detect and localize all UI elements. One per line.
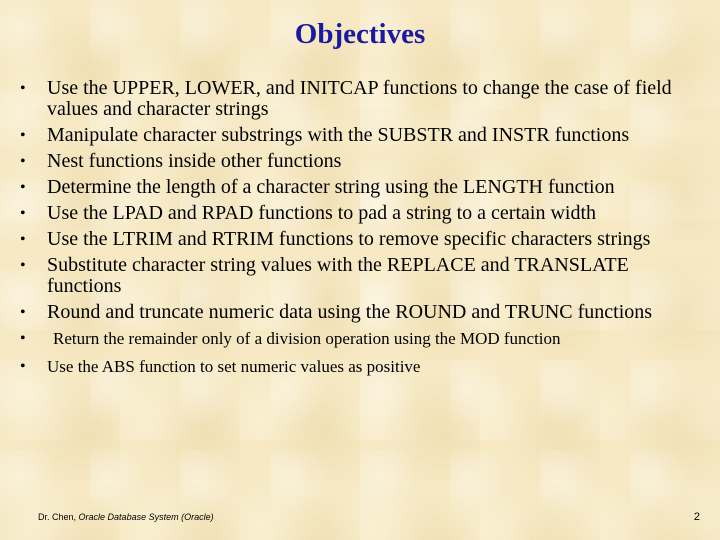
list-item: • Substitute character string values with the REPLACE and TRANSLATE functions <box>20 254 629 297</box>
footer-citation <box>38 512 214 522</box>
list-item: • Manipulate character substrings with the SUBSTR and INSTR functions <box>20 124 630 146</box>
bullet-icon: • <box>20 205 26 222</box>
footer-course: Oracle Database System (Oracle) <box>78 512 214 522</box>
slide-title: Objectives <box>294 18 426 50</box>
footer-author: Dr. Chen, <box>38 512 77 522</box>
list-item: • Use the LPAD and RPAD functions to pad a string to a certain width <box>20 202 597 224</box>
list-item: • Round and truncate numeric data using the ROUND and TRUNC functions <box>20 301 653 323</box>
bullet-icon: • <box>20 358 26 375</box>
page-number: 2 <box>693 511 700 523</box>
bullet-icon: • <box>20 257 26 274</box>
list-item: • Use the ABS function to set numeric values as positive <box>20 357 421 376</box>
bullet-icon: • <box>20 80 26 97</box>
list-item: • Use the LTRIM and RTRIM functions to remove specific characters strings <box>20 228 651 250</box>
list-item: • Return the remainder only of a division operation using the MOD function <box>20 329 561 348</box>
list-item: • Nest functions inside other functions <box>20 150 342 172</box>
list-item: • Determine the length of a character string using the LENGTH function <box>20 176 615 198</box>
bullet-icon: • <box>20 304 26 321</box>
bullet-list <box>20 78 700 385</box>
bullet-icon: • <box>20 153 26 170</box>
bullet-icon: • <box>20 179 26 196</box>
bullet-icon: • <box>20 330 26 347</box>
list-item: • Use the UPPER, LOWER, and INITCAP functions to change the case of field values and character strings <box>20 77 672 120</box>
bullet-icon: • <box>20 127 26 144</box>
bullet-icon: • <box>20 231 26 248</box>
